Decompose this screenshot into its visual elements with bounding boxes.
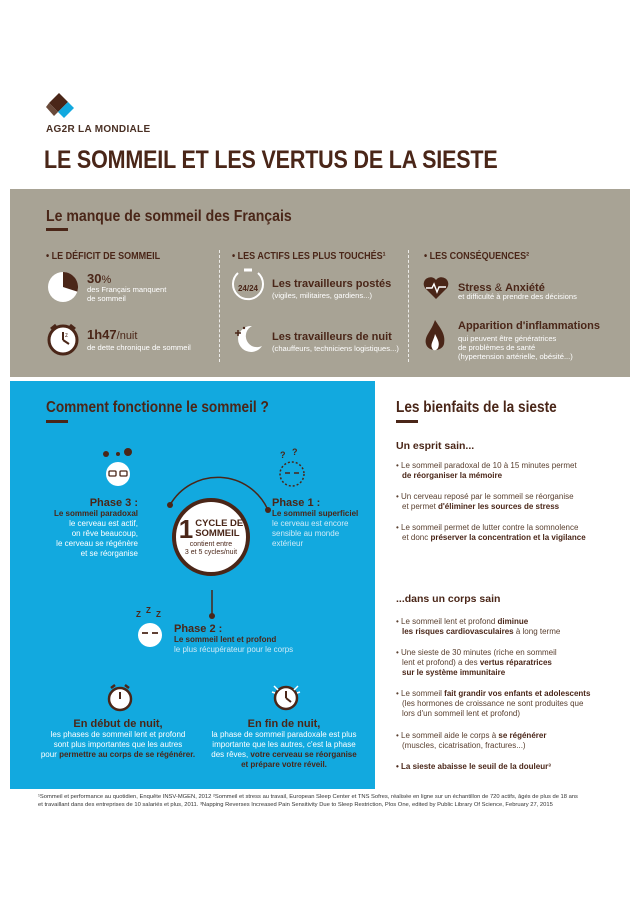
bullet-concentration: • Le sommeil permet de lutter contre la somnolence et donc préserver la concentration et la vigilance	[396, 523, 586, 542]
actifs-heading: • LES ACTIFS LES PLUS TOUCHÉS¹	[232, 251, 386, 262]
bullet-regenerer: • Le sommeil aide le corps à se régénérer (muscles, cicatrisation, fractures...)	[396, 731, 547, 750]
title-underline	[46, 228, 68, 231]
page-title: LE SOMMEIL ET LES VERTUS DE LA SIESTE	[44, 146, 498, 174]
svg-text:24/24: 24/24	[237, 284, 259, 293]
travailleurs-postes-sub: (vigiles, militaires, gardiens...)	[272, 291, 373, 300]
bullet-stress: • Un cerveau reposé par le sommeil se réorganise et permet d'éliminer les sources de stress	[396, 492, 574, 511]
phase-2: Phase 2 : Le sommeil lent et profond le plus récupérateur pour le corps	[174, 623, 294, 654]
travailleurs-postes: Les travailleurs postés	[272, 278, 392, 290]
manque-title: Le manque de sommeil des Français	[46, 208, 292, 225]
thinking-face-icon	[272, 446, 312, 488]
sleeping-face-icon	[98, 448, 138, 488]
snoring-face-icon	[130, 605, 170, 649]
clock-24-icon	[230, 266, 266, 304]
stat-1h47: 1h47/nuit	[87, 327, 138, 342]
flame-icon	[422, 318, 448, 356]
stat-30-text: des Français manquent de sommeil	[87, 285, 167, 303]
sieste-title: Les bienfaits de la sieste	[396, 399, 557, 416]
alarm-clock-icon	[46, 322, 80, 356]
esprit-heading: Un esprit sain...	[396, 440, 475, 452]
divider	[219, 250, 220, 362]
cycle-circle: 1 CYCLE DE SOMMEIL contient entre 3 et 5 cycles/nuit	[172, 498, 250, 576]
bullet-croissance: • Le sommeil fait grandir vos enfants et adolescents (les hormones de croissance ne sont produites que lors d'un sommeil lent et profond)	[396, 689, 591, 718]
svg-text:?: ?	[280, 450, 286, 460]
footnote: ¹Sommeil et performance au quotidien, Enquête INSV-MGEN, 2012 ²Sommeil et stress au travail, European Sleep Center et TNS Sofres, réalisée en ligne sur un échantillon de 720 actifs, âgés de plus de 18 ans et travaillant dans des entreprises de 10 salariés et plus, 2011. ³Napping Reverses Increased Pain Sensitivity Due to Sleep Restriction, Plos One, edited by Public Library Of Science, February 27, 2015	[38, 794, 578, 808]
bullet-cardio: • Le sommeil lent et profond diminue les risques cardiovasculaires à long terme	[396, 617, 561, 636]
title-underline	[396, 420, 418, 423]
bullet-douleur: • La sieste abaisse le seuil de la douleur³	[396, 762, 551, 771]
bullet-immunitaire: • Une sieste de 30 minutes (riche en sommeil lent et profond) a des vertus réparatrices sur le système immunitaire	[396, 648, 557, 677]
svg-text:Z: Z	[146, 606, 151, 615]
inflammations-sub: qui peuvent être génératrices de problèmes de santé (hypertension artérielle, obésité...)	[458, 334, 573, 361]
stress-anxiete: Stress & Anxiété	[458, 282, 545, 294]
travailleurs-nuit: Les travailleurs de nuit	[272, 331, 392, 343]
stress-sub: et difficulté à prendre des décisions	[458, 292, 577, 301]
svg-text:Z: Z	[136, 610, 141, 619]
svg-text:Z: Z	[156, 610, 161, 619]
heart-pulse-icon	[422, 275, 450, 301]
bullet-memoire: • Le sommeil paradoxal de 10 à 15 minutes permet de réorganiser la mémoire	[396, 461, 577, 480]
sommeil-title: Comment fonctionne le sommeil ?	[46, 399, 269, 416]
divider	[408, 250, 409, 362]
fin-de-nuit: En fin de nuit, la phase de sommeil paradoxale est plus importante que les autres, c'est la phase des rêves, votre cerveau se réorganise et prépare votre réveil.	[211, 718, 357, 769]
pie-30-percent-icon	[46, 270, 80, 304]
ringing-clock-icon	[270, 680, 302, 712]
svg-text:?: ?	[292, 447, 298, 457]
corps-heading: ...dans un corps sain	[396, 593, 501, 605]
moon-icon	[230, 322, 266, 356]
consequences-heading: • LES CONSÉQUENCES²	[424, 251, 530, 262]
inflammations: Apparition d'inflammations	[458, 320, 600, 332]
phase-1: Phase 1 : Le sommeil superficiel le cerveau est encore sensible au monde extérieur	[272, 497, 359, 548]
deficit-heading: • LE DÉFICIT DE SOMMEIL	[46, 251, 161, 262]
alarm-clock-icon	[106, 682, 134, 712]
ag2r-logo-icon	[46, 93, 76, 121]
stat-30: 30%	[87, 271, 112, 286]
travailleurs-nuit-sub: (chauffeurs, techniciens logistiques...)	[272, 344, 399, 353]
debut-de-nuit: En début de nuit, les phases de sommeil lent et profond sont plus importantes que les autres pour permettre au corps de se régénérer.	[40, 718, 196, 759]
title-underline	[46, 420, 68, 423]
stat-1h47-text: de dette chronique de sommeil	[87, 343, 191, 352]
brand-name: AG2R LA MONDIALE	[46, 124, 151, 135]
svg-text:z: z	[65, 333, 68, 339]
phase-3: Phase 3 : Le sommeil paradoxal le cerveau est actif, on rêve beaucoup, le cerveau se régénère et se réorganise	[53, 497, 138, 558]
